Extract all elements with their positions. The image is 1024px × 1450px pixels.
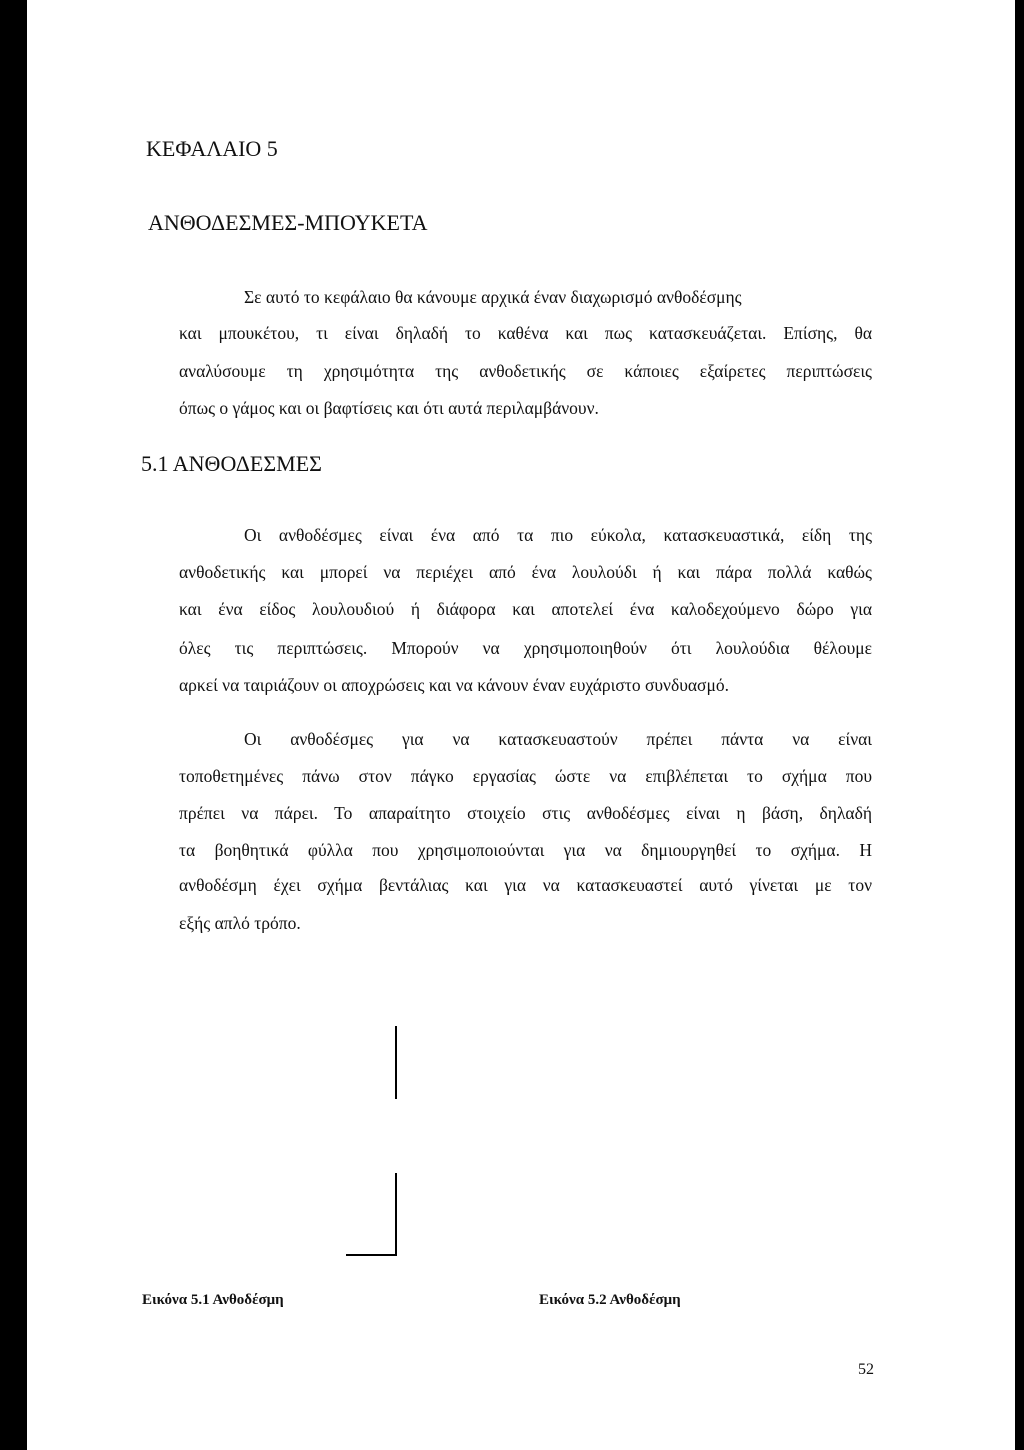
para2-line: πρέπει να πάρει. Το απαραίτητο στοιχείο στις ανθοδέσμες είναι η βάση, δηλαδή [179, 803, 872, 823]
chapter-heading: ΚΕΦΑΛΑΙΟ 5 [146, 136, 278, 161]
chapter-title: ΑΝΘΟΔΕΣΜΕΣ-ΜΠΟΥΚΕΤΑ [148, 210, 428, 235]
para2-line: τα βοηθητικά φύλλα που χρησιμοποιούνται για να δημιουργηθεί το σχήμα. Η [179, 840, 872, 860]
intro-line: αναλύσουμε τη χρησιμότητα της ανθοδετικής σε κάποιες εξαίρετες περιπτώσεις [179, 361, 872, 381]
intro-line: Σε αυτό το κεφάλαιο θα κάνουμε αρχικά έναν διαχωρισμό ανθοδέσμης [244, 287, 742, 307]
para1-line: και ένα είδος λουλουδιού ή διάφορα και αποτελεί ένα καλοδεχούμενο δώρο για [179, 599, 872, 619]
figure-border-line [395, 1026, 397, 1099]
para2-line: εξής απλό τρόπο. [179, 913, 301, 933]
para1-line: όλες τις περιπτώσεις. Μπορούν να χρησιμοποιηθούν ότι λουλούδια θέλουμε [179, 638, 872, 658]
figure-caption-1: Εικόνα 5.1 Ανθοδέσμη [142, 1292, 284, 1308]
para1-line: ανθοδετικής και μπορεί να περιέχει από ένα λουλούδι ή και πάρα πολλά καθώς [179, 562, 872, 582]
para1-line: Οι ανθοδέσμες είναι ένα από τα πιο εύκολα, κατασκευαστικά, είδη της [244, 525, 872, 545]
para2-line: τοποθετημένες πάνω στον πάγκο εργασίας ώστε να επιβλέπεται το σχήμα που [179, 766, 872, 786]
figure-border-line [346, 1254, 397, 1256]
figure-caption-2: Εικόνα 5.2 Ανθοδέσμη [539, 1292, 681, 1308]
para2-line: Οι ανθοδέσμες για να κατασκευαστούν πρέπει πάντα να είναι [244, 729, 872, 749]
figure-border-line [395, 1173, 397, 1255]
intro-line: όπως ο γάμος και οι βαφτίσεις και ότι αυτά περιλαμβάνουν. [179, 398, 599, 418]
para2-line: ανθοδέσμη έχει σχήμα βεντάλιας και για να κατασκευαστεί αυτό γίνεται με τον [179, 875, 872, 895]
page-number: 52 [858, 1361, 874, 1378]
para1-line: αρκεί να ταιριάζουν οι αποχρώσεις και να κάνουν έναν ευχάριστο συνδυασμό. [179, 675, 729, 695]
intro-line: και μπουκέτου, τι είναι δηλαδή το καθένα και πως κατασκευάζεται. Επίσης, θα [179, 323, 872, 343]
section-heading: 5.1 ΑΝΘΟΔΕΣΜΕΣ [141, 451, 322, 476]
